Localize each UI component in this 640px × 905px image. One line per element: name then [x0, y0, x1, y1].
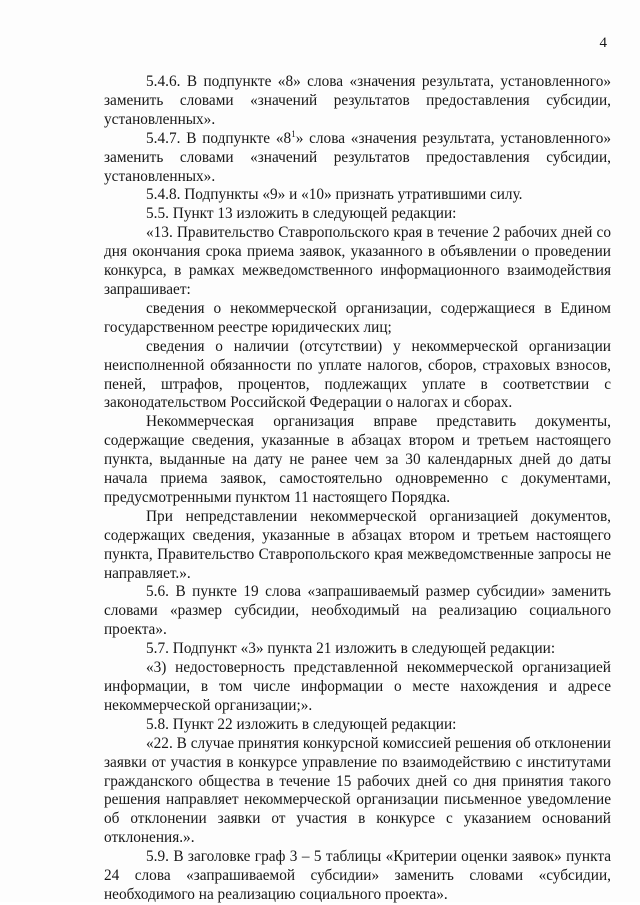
- paragraph-5-4-8: 5.4.8. Подпункты «9» и «10» признать утратившими силу.: [146, 186, 523, 204]
- quote-item-21-3: «3) недостоверность представленной некоммерческой организацией информации, в том числе информации о месте нахождения и адресе некоммерческой организации;».: [104, 659, 611, 714]
- quote-item-13-requests: При непредставлении некоммерческой организацией документов, содержащих сведения, указанные в абзацах втором и третьем настоящего пункта, Правительство Ставропольского края межведомственные запросы не направляет.».: [104, 507, 611, 582]
- quote-item-13-documents: Некоммерческая организация вправе представить документы, содержащие сведения, указанные в абзацах втором и третьем настоящего пункта, выданные на дату не ранее чем за 30 календарных дней до даты начала приема заявок, самостоятельно одновременно с документами, предусмотренными пунктом 11 настоящего Порядка.: [104, 413, 611, 506]
- paragraph-5-9: 5.9. В заголовке граф 3 – 5 таблицы «Критерии оценки заявок» пункта 24 слова «запрашиваемой субсидии» заменить словами «субсидии, необходимого на реализацию социального проекта».: [104, 848, 611, 903]
- quote-item-13-egrul: сведения о некоммерческой организации, содержащиеся в Едином государственном реестре юридических лиц;: [104, 299, 611, 336]
- quote-item-13: «13. Правительство Ставропольского края в течение 2 рабочих дней со дня окончания срока приема заявок, указанного в объявлении о проведении конкурса, в рамках межведомственного информационного взаимодействия запрашивает:: [104, 224, 611, 298]
- superscript-index: 1: [291, 128, 296, 139]
- paragraph-5-5: 5.5. Пункт 13 изложить в следующей редакции:: [146, 205, 457, 223]
- paragraph-5-4-7: 5.4.7. В подпункте «$8^1$» слова «значения результата, установленного» заменить словами «значений результатов предоставления субсидии, установленных».: [104, 128, 611, 185]
- paragraph-5-8: 5.8. Пункт 22 изложить в следующей редакции:: [146, 715, 457, 733]
- paragraph-5-6: 5.6. В пункте 19 слова «запрашиваемый размер субсидии» заменить словами «размер субсидии, необходимый на реализацию социального проекта».: [104, 583, 611, 639]
- quote-item-13-taxes: сведения о наличии (отсутствии) у некоммерческой организации неисполненной обязанности по уплате налогов, сборов, страховых взносов, пеней, штрафов, процентов, подлежащих уплате в соответствии с законодательством Российской Федерации о налогах и сборах.: [104, 337, 611, 412]
- paragraph-5-7: 5.7. Подпункт «3» пункта 21 изложить в следующей редакции:: [146, 640, 556, 658]
- page-number: 4: [599, 35, 607, 51]
- paragraph-5-4-6: 5.4.6. В подпункте «8» слова «значения результата, установленного» заменить словами «значений результатов предоставления субсидии, установленных».: [104, 73, 611, 128]
- quote-item-22: «22. В случае принятия конкурсной комиссией решения об отклонении заявки от участия в конкурсе управление по взаимодействию с институтами гражданского общества в течение 15 рабочих дней со дня принятия такого решения направляет некоммерческой организации письменное уведомление об отклонении заявки от участия в конкурсе с указанием оснований отклонения.».: [104, 734, 611, 847]
- document-body: [104, 73, 611, 905]
